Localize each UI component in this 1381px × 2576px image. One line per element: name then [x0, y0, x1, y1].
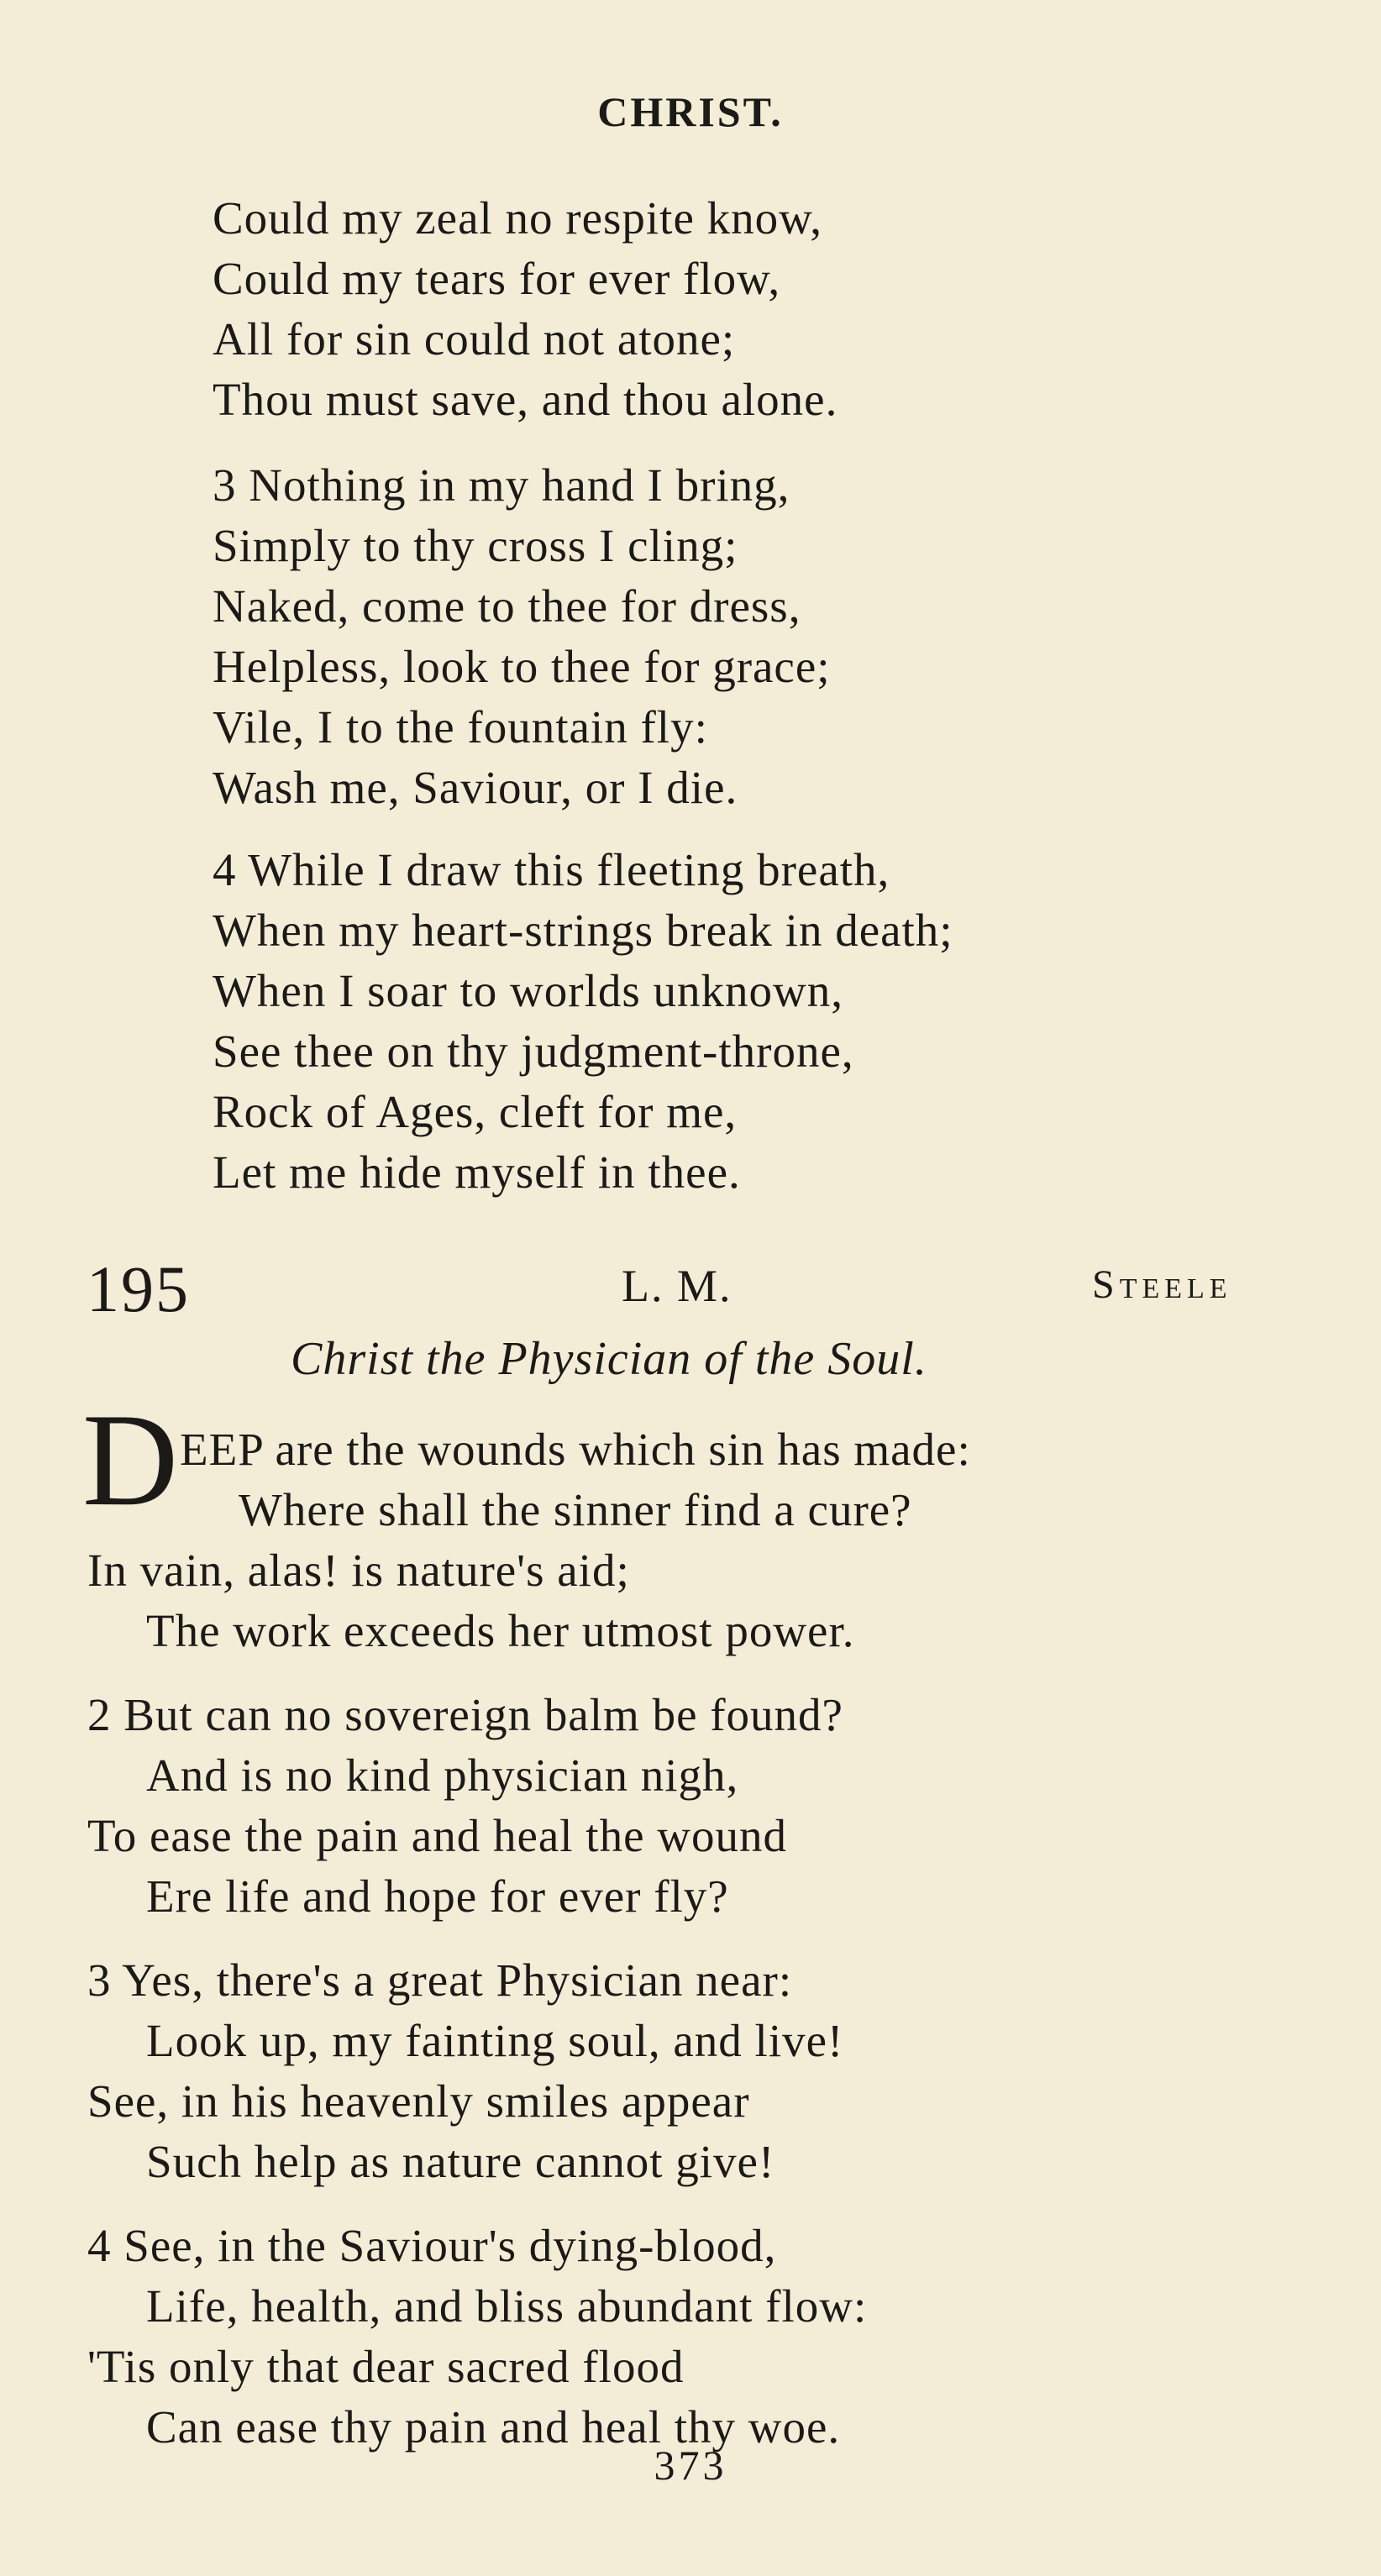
- hymn-meter: L. M.: [622, 1261, 733, 1311]
- verse-line: The work exceeds her utmost power.: [146, 1605, 855, 1656]
- verse-line: When I soar to worlds unknown,: [213, 965, 843, 1016]
- verse-line: Where shall the sinner find a cure?: [239, 1484, 912, 1535]
- verse-line: Could my zeal no respite know,: [213, 192, 823, 244]
- verse-line: 4 See, in the Saviour's dying-blood,: [87, 2220, 777, 2271]
- verse-line: Helpless, look to thee for grace;: [213, 641, 831, 692]
- verse-line: Could my tears for ever flow,: [213, 253, 781, 304]
- verse-line: Wash me, Saviour, or I die.: [213, 762, 738, 813]
- verse-line: 3 Yes, there's a great Physician near:: [87, 1954, 793, 2006]
- verse-line: When my heart-strings break in death;: [213, 905, 953, 956]
- verse-line: Life, health, and bliss abundant flow:: [146, 2280, 868, 2332]
- verse-line: Look up, my fainting soul, and live!: [146, 2015, 844, 2066]
- verse-line: Ere life and hope for ever fly?: [146, 1870, 729, 1922]
- verse-line: Thou must save, and thou alone.: [213, 374, 838, 425]
- verse-line: 2 But can no sovereign balm be found?: [87, 1689, 843, 1740]
- verse-line: Can ease thy pain and heal thy woe.: [146, 2401, 841, 2453]
- drop-cap: D: [82, 1387, 179, 1534]
- verse-line: Vile, I to the fountain fly:: [213, 701, 708, 753]
- verse-line: Simply to thy cross I cling;: [213, 520, 738, 571]
- hymn-title: Christ the Physician of the Soul.: [291, 1333, 927, 1385]
- verse-line: EEP are the wounds which sin has made:: [180, 1424, 971, 1475]
- verse-line: See, in his heavenly smiles appear: [87, 2075, 750, 2127]
- verse-line: Such help as nature cannot give!: [146, 2136, 775, 2187]
- verse-line: And is no kind physician nigh,: [146, 1750, 739, 1801]
- verse-line: In vain, alas! is nature's aid;: [87, 1545, 630, 1596]
- running-head: CHRIST.: [597, 88, 784, 135]
- hymn-author: Steele: [1092, 1262, 1232, 1307]
- verse-line: Let me hide myself in thee.: [213, 1146, 741, 1198]
- verse-line: All for sin could not atone;: [213, 313, 736, 365]
- verse-line: Naked, come to thee for dress,: [213, 580, 801, 632]
- verse-line: 'Tis only that dear sacred flood: [87, 2341, 685, 2392]
- verse-line: Rock of Ages, cleft for me,: [213, 1086, 738, 1137]
- page-number: 373: [654, 2442, 727, 2489]
- verse-line: See thee on thy judgment-throne,: [213, 1026, 854, 1077]
- verse-line: 3 Nothing in my hand I bring,: [213, 459, 790, 511]
- verse-line: To ease the pain and heal the wound: [87, 1810, 787, 1861]
- hymn-number: 195: [87, 1252, 190, 1325]
- verse-line: 4 While I draw this fleeting breath,: [213, 844, 890, 895]
